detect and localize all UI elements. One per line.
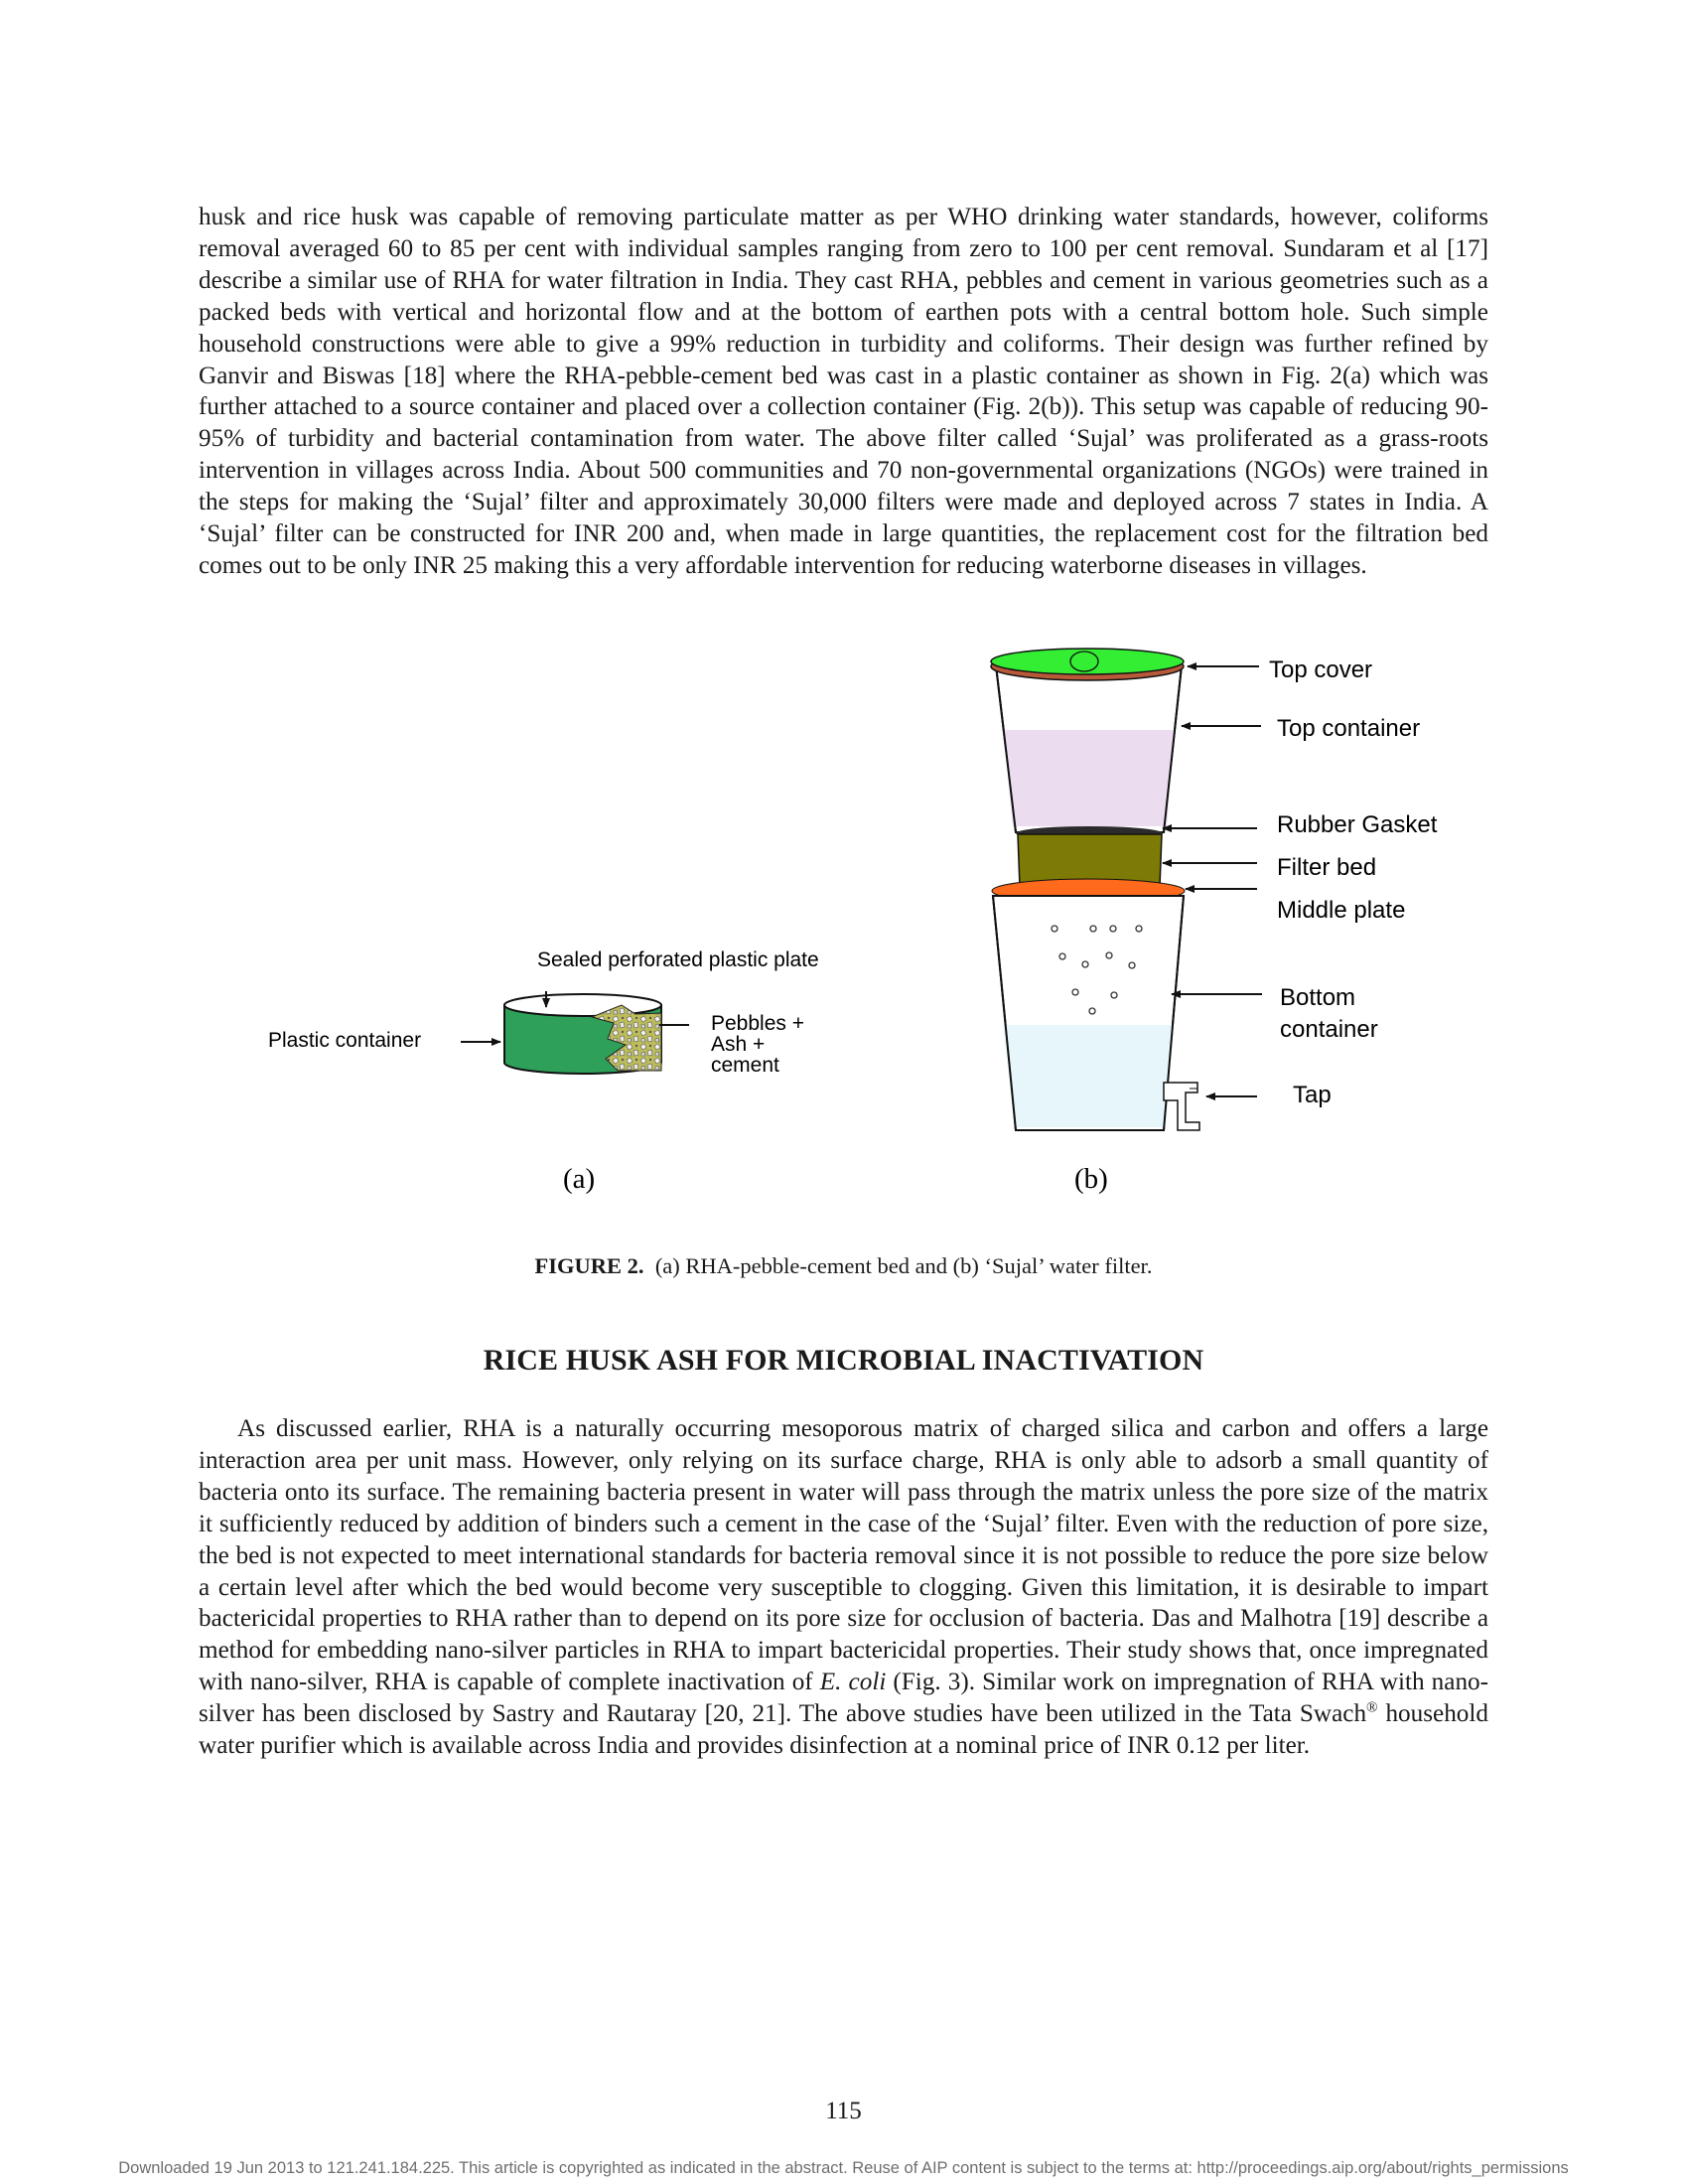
figure-caption-text: (a) RHA-pebble-cement bed and (b) ‘Sujal’ water filter. xyxy=(654,1253,1153,1278)
container-body xyxy=(504,1005,661,1074)
bottom-container xyxy=(993,896,1184,1130)
label-pebbles-line2: Ash + xyxy=(711,1033,766,1056)
label-pebbles-line1: Pebbles + xyxy=(711,1012,804,1035)
filter-bed xyxy=(1018,834,1162,887)
top-water xyxy=(1003,730,1175,826)
section-heading: RICE HUSK ASH FOR MICROBIAL INACTIVATION xyxy=(483,1344,1204,1377)
top-cover xyxy=(991,649,1184,674)
label-plastic-container: Plastic container xyxy=(268,1029,422,1052)
pebble-cutaway xyxy=(592,1005,661,1071)
label-filter-bed: Filter bed xyxy=(1277,854,1377,881)
download-footer: Downloaded 19 Jun 2013 to 121.241.184.225. This article is copyrighted as indicated in the abstract. Reuse of AIP content is subject to the terms at: http://proceedings.aip.org/about/rights_permissions xyxy=(118,2159,1569,2177)
paragraph-2-part-2: (Fig. 3). Similar work on impregnation of RHA with nano-silver has been disclosed by Sastry and Rautaray [20, 21]. The above studies have been utilized in the Tata Swach xyxy=(199,1669,1489,1728)
sublabel-a: (a) xyxy=(563,1163,596,1195)
rubber-gasket xyxy=(1016,826,1163,840)
body-paragraph-2 xyxy=(199,1413,1488,1762)
label-pebbles-line3: cement xyxy=(711,1054,779,1077)
label-bottom-container-line1: Bottom xyxy=(1280,984,1356,1011)
figure-caption xyxy=(0,1253,1687,1279)
top-cover-rim xyxy=(991,653,1184,680)
figure-2a-bed-diagram xyxy=(268,948,819,1195)
label-tap: Tap xyxy=(1293,1082,1332,1108)
label-top-cover: Top cover xyxy=(1269,656,1373,683)
paragraph-2-part-1: As discussed earlier, RHA is a naturally occurring mesoporous matrix of charged silica and carbon and offers a large interaction area per unit mass. However, only relying on its surface charge, RHA is only able to adsorb a small quantity of bacteria onto its surface. The remaining bacteria present in water will pass through the matrix unless the pore size of the matrix it sufficiently reduced by addition of binders such a cement in the case of the ‘Sujal’ filter. Even with the reduction of pore size, the bed is not expected to meet international standards for bacteria removal since it is not possible to reduce the pore size below a certain level after which the bed would become very susceptible to clogging. Given this limitation, it is desirable to impart bactericidal properties to RHA rather than to depend on its pore size for occlusion of bacteria. Das and Malhotra [19] describe a method for embedding nano-silver particles in RHA to impart bactericidal properties. Their study shows that, once impregnated with nano-silver, RHA is capable of complete inactivation of xyxy=(199,1415,1488,1696)
paragraph-2-italic: E. coli xyxy=(819,1669,887,1696)
page-number: 115 xyxy=(825,2098,862,2124)
middle-plate xyxy=(992,879,1185,903)
figure-caption-label: FIGURE 2. xyxy=(534,1253,644,1278)
label-sealed-plate: Sealed perforated plastic plate xyxy=(537,948,819,971)
bottom-water xyxy=(1003,1025,1174,1127)
label-bottom-container-line2: container xyxy=(1280,1016,1378,1043)
sublabel-b: (b) xyxy=(1074,1163,1108,1195)
top-cover-knob xyxy=(1070,652,1098,671)
label-top-container: Top container xyxy=(1277,715,1421,742)
top-container xyxy=(996,665,1182,832)
label-rubber-gasket: Rubber Gasket xyxy=(1277,811,1438,838)
tap xyxy=(1164,1083,1199,1130)
container-top-plate xyxy=(504,994,661,1016)
registered-mark: ® xyxy=(1366,1699,1378,1716)
body-paragraph-1: husk and rice husk was capable of removing particulate matter as per WHO drinking water standards, however, coliforms removal averaged 60 to 85 per cent with individual samples ranging from zero to 100 per cent removal. Sundaram et al [17] describe a similar use of RHA for water filtration in India. They cast RHA, pebbles and cement in various geometries such as a packed beds with vertical and horizontal flow and at the bottom of earthen pots with a central bottom hole. Such simple household constructions were able to give a 99% reduction in turbidity and coliforms. Their design was further refined by Ganvir and Biswas [18] where the RHA-pebble-cement bed was cast in a plastic container as shown in Fig. 2(a) which was further attached to a source container and placed over a collection container (Fig. 2(b)). This setup was capable of reducing 90-95% of turbidity and bacterial contamination from water. The above filter called ‘Sujal’ was proliferated as a grass-roots intervention in villages across India. About 500 communities and 70 non-governmental organizations (NGOs) were trained in the steps for making the ‘Sujal’ filter and approximately 30,000 filters were made and deployed across 7 states in India. A ‘Sujal’ filter can be constructed for INR 200 and, when made in large quantities, the replacement cost for the filtration bed comes out to be only INR 25 making this a very affordable intervention for reducing waterborne diseases in villages. xyxy=(199,204,1488,579)
figure-2b-filter-diagram xyxy=(991,649,1438,1195)
paragraph-2-part-3: household water purifier which is available across India and provides disinfection at a nominal price of INR 0.12 per liter. xyxy=(199,1700,1488,1760)
label-middle-plate: Middle plate xyxy=(1277,897,1406,924)
water-droplets xyxy=(1052,926,1142,1014)
